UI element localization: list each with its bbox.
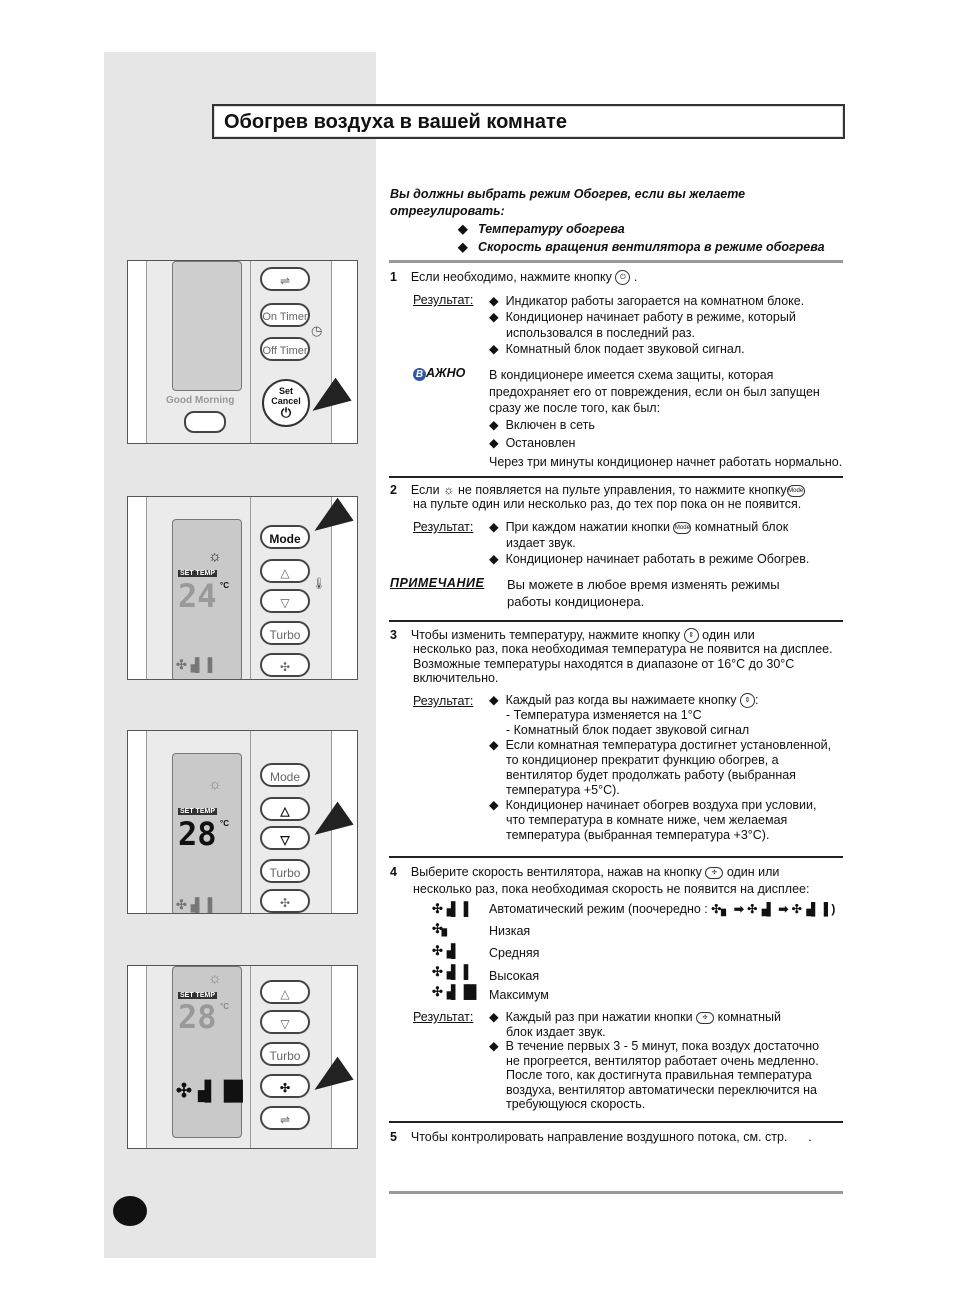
power-icon: ⏻	[280, 405, 292, 420]
mode-button: Mode	[260, 763, 310, 787]
intro-line-2: отрегулировать:	[390, 204, 505, 218]
step2-line-2: на пульте один или несколько раз, до тех пор пока он не появится.	[413, 497, 802, 511]
step-4: 4 Выберите скорость вентилятора, нажав на кнопку ✣ один или	[390, 865, 780, 879]
temp-unit: °C	[220, 819, 229, 828]
set-cancel-button-icon: ⏻	[615, 270, 630, 285]
fan-speed-icon: ✣▗▌▐	[432, 964, 468, 979]
result-label: Результат:	[413, 293, 474, 307]
off-timer-button: Off Timer	[260, 337, 310, 361]
page-number-dot	[113, 1196, 147, 1226]
fan-speed-label: Максимум	[489, 988, 549, 1002]
heat-mode-icon: ☼	[208, 970, 222, 987]
remote-illustration-1	[127, 260, 358, 444]
fan-speed-label: Средняя	[489, 946, 540, 960]
set-temp-label: SET TEMP	[180, 808, 216, 815]
thermometer-icon: 🌡	[312, 578, 326, 590]
step2-results: ◆ При каждом нажатии кнопки Mode комнатный блок издает звук. ◆ Кондиционер начинает работать в режиме Обогрев.	[489, 520, 810, 566]
fan-speed-label: Низкая	[489, 924, 531, 938]
fan-speed-icon: ✣▗▌▐█	[432, 984, 476, 999]
set-cancel-button: Set Cancel ⏻	[262, 379, 310, 427]
step4-line-2: несколько раз, пока необходимая скорость не появится на дисплее:	[413, 882, 810, 896]
swing-button: ⇌	[260, 1106, 310, 1130]
divider	[389, 476, 843, 478]
mode-button-icon: Mode	[787, 485, 805, 497]
fan-button: ✣	[260, 653, 310, 677]
good-morning-label: Good Morning	[166, 395, 235, 406]
temp-readout: 28	[178, 815, 217, 853]
mode-button-icon: Mode	[673, 522, 691, 534]
temp-up-button: △	[260, 980, 310, 1004]
result-label: Результат:	[413, 694, 474, 708]
temp-button-icon: ⇕	[684, 628, 699, 643]
heat-mode-icon: ☼	[208, 548, 222, 565]
remote-illustration-4	[127, 965, 358, 1149]
intro-item: ◆ Скорость вращения вентилятора в режиме обогрева	[458, 240, 825, 254]
divider	[389, 620, 843, 622]
fan-button: ✣	[260, 1074, 310, 1098]
clock-icon: ◷	[311, 323, 323, 338]
fan-button: ✣	[260, 889, 310, 913]
set-temp-label: SET TEMP	[180, 570, 216, 577]
page-title: Обогрев воздуха в вашей комнате	[224, 111, 567, 133]
fan-button-icon: ✣	[696, 1012, 714, 1024]
fan-button-icon: ✣	[705, 867, 723, 879]
good-morning-button	[184, 411, 226, 433]
intro	[390, 186, 745, 220]
fan-speed-icon: ✣▖	[432, 921, 451, 936]
temp-up-button: △	[260, 797, 310, 821]
fan-speed-label: Автоматический режим (поочередно : ✣▖ ➡ ✣▗▌ ➡ ✣▗▌▐ )	[489, 902, 836, 916]
note-label: ПРИМЕЧАНИЕ	[390, 576, 485, 590]
fan-speed-icon: ✣▗▌	[432, 943, 460, 958]
step3-results: ◆ Каждый раз когда вы нажимаете кнопку ⇕ : - Температура изменяется на 1°C - Комнатный блок подает звуковой сигнал ◆ Если комнатная температура достигнет установленной, то кондиционер прекратит функцию обогрев, а вентилятор будет продолжать работу (выбранная температура +5°C). ◆ Кондиционер начинает обогрев воздуха при условии, что температура в комнате ниже, чем желаемая температура (выбранная температура +3°C).	[489, 693, 832, 843]
step1-results: ◆ Индикатор работы загорается на комнатном блоке. ◆ Кондиционер начинает работу в режиме, который использовался в последний раз. ◆ Комнатный блок подает звуковой сигнал.	[489, 294, 805, 356]
heat-mode-icon: ☼	[208, 776, 222, 793]
note-text: Вы можете в любое время изменять режимы работы кондиционера.	[507, 577, 780, 609]
fan-speed-label: Высокая	[489, 969, 540, 983]
set-temp-label: SET TEMP	[180, 992, 216, 999]
temp-unit: °C	[220, 581, 229, 590]
temp-down-button: ▽	[260, 589, 310, 613]
temp-readout: 28	[178, 998, 217, 1036]
title-box	[212, 104, 845, 139]
result-label: Результат:	[413, 520, 474, 534]
temp-up-button: △	[260, 559, 310, 583]
turbo-button: Turbo	[260, 859, 310, 883]
on-timer-button: On Timer	[260, 303, 310, 327]
fan-speed-indicator: ✣▗▌▐	[176, 897, 212, 912]
remote-display	[172, 261, 242, 391]
fan-speed-indicator: ✣▗▌▐	[176, 657, 212, 672]
heat-mode-icon: ☼	[443, 483, 455, 497]
mode-button: Mode	[260, 525, 310, 549]
turbo-button: Turbo	[260, 1042, 310, 1066]
step-5: 5 Чтобы контролировать направление воздушного потока, см. стр. .	[390, 1130, 812, 1144]
fan-speed-icon: ✣▗▌▐	[432, 901, 468, 916]
important-label: В АЖНО	[413, 366, 465, 381]
divider	[389, 856, 843, 858]
remote-illustration-2	[127, 496, 358, 680]
temp-down-button: ▽	[260, 1010, 310, 1034]
step-3: 3 Чтобы изменить температуру, нажмите кнопку ⇕ один или	[390, 628, 755, 642]
step-2: 2 Если ☼ не появляется на пульте управления, то нажмите кнопкуMode	[390, 483, 804, 497]
turbo-button: Turbo	[260, 621, 310, 645]
divider	[389, 260, 843, 263]
step3-lines: несколько раз, пока необходимая температура не появится на дисплее. Возможные температуры находятся в диапазоне от 16°C до 30°C включительно.	[413, 642, 833, 685]
intro-item: ◆ Температуру обогрева	[458, 222, 625, 236]
swing-button: ⇌	[260, 267, 310, 291]
fan-speed-indicator: ✣▗▌▐█	[176, 1081, 242, 1102]
step4-results: ◆ Каждый раз при нажатии кнопки ✣ комнатный блок издает звук. ◆ В течение первых 3 - 5 минут, пока воздух достаточно не прогреется, вентилятор работает очень медленно. После того, как достигнута правильная температура воздуха, вентилятор автоматически переключится на требующуюся скорость.	[489, 1010, 820, 1111]
temp-unit: °C	[220, 1002, 229, 1011]
intro-line-1: Вы должны выбрать режим Обогрев, если вы желаете	[390, 187, 746, 201]
intro-list	[458, 221, 825, 256]
result-label: Результат:	[413, 1010, 474, 1024]
temp-button-icon: ⇕	[740, 693, 755, 708]
temp-readout: 24	[178, 577, 217, 615]
divider	[389, 1191, 843, 1194]
remote-illustration-3	[127, 730, 358, 914]
temp-down-button: ▽	[260, 826, 310, 850]
divider	[389, 1121, 843, 1123]
important-text: В кондиционере имеется схема защиты, которая предохраняет его от повреждения, если он был запущен сразу же после того, как был: ◆ Включен в сеть ◆ Остановлен Через три минуты кондиционер начнет работать нормально.	[489, 368, 843, 469]
step-1: 1 Если необходимо, нажмите кнопку ⏻ .	[390, 270, 638, 284]
